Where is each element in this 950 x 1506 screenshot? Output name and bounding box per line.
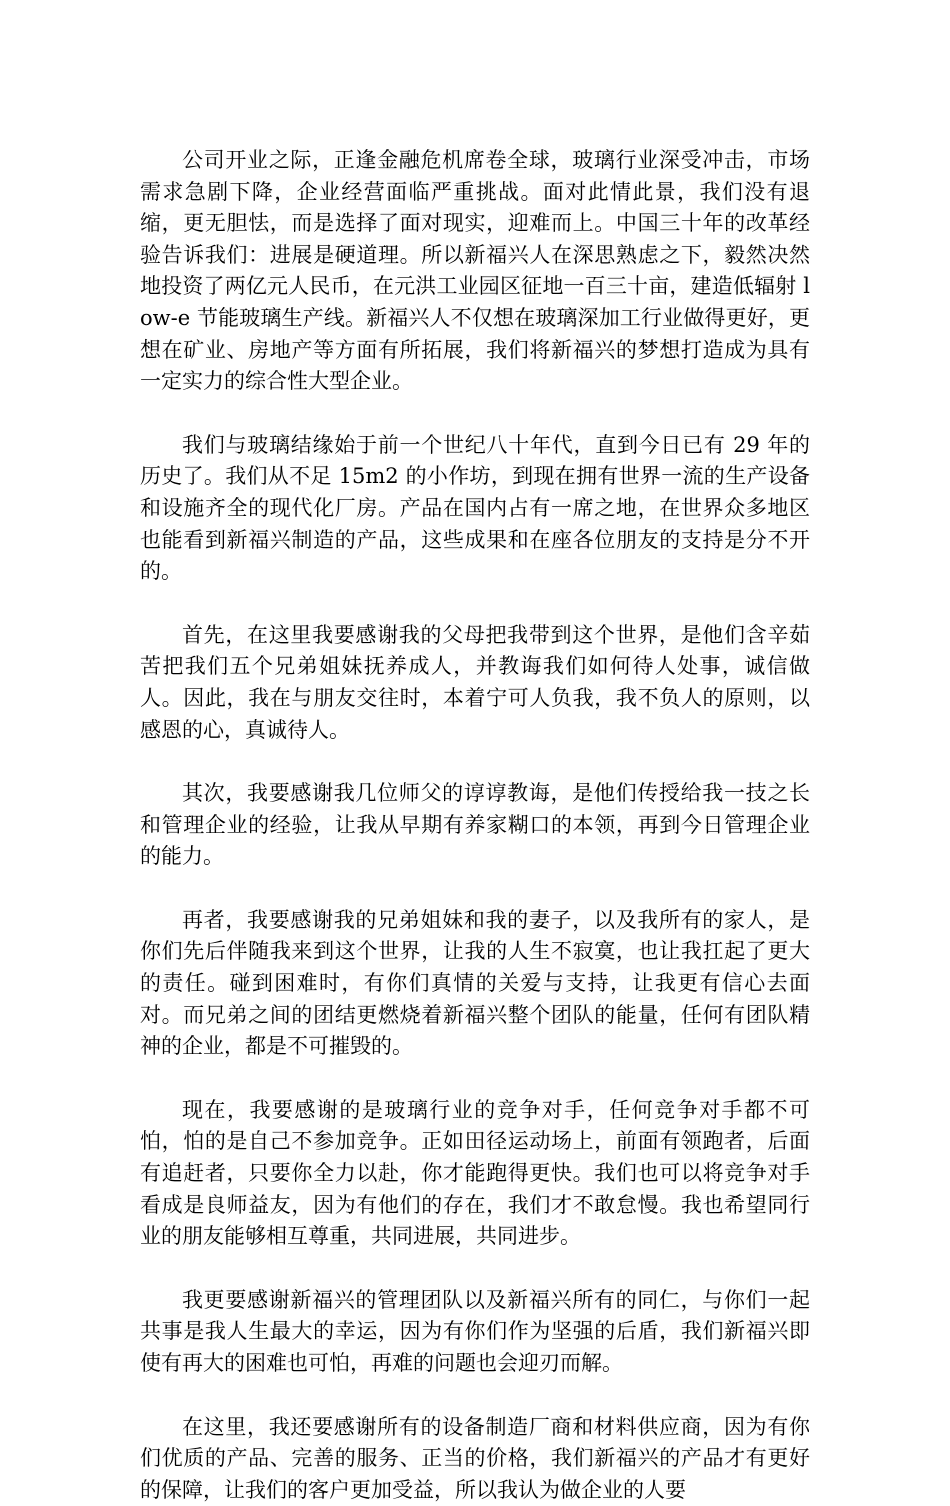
paragraph-7: 我更要感谢新福兴的管理团队以及新福兴所有的同仁，与你们一起共事是我人生最大的幸运，因为有你们作为坚强的后盾，我们新福兴即使有再大的困难也可怕，再难的问题也会迎刃而解。 [140, 1287, 810, 1375]
paragraph-3: 首先，在这里我要感谢我的父母把我带到这个世界，是他们含辛茹苦把我们五个兄弟姐妹抚养成人，并教诲我们如何待人处事，诚信做人。因此，我在与朋友交往时，本着宁可人负我，我不负人的原则，以感恩的心，真诚待人。 [140, 622, 810, 742]
document-page [140, 145, 810, 1506]
paragraph-6: 现在，我要感谢的是玻璃行业的竞争对手，任何竞争对手都不可怕，怕的是自己不参加竞争。正如田径运动场上，前面有领跑者，后面有追赶者，只要你全力以赴，你才能跑得更快。我们也可以将竞争对手看成是良师益友，因为有他们的存在，我们才不敢怠慢。我也希望同行业的朋友能够相互尊重，共同进展，共同进步。 [140, 1097, 810, 1249]
paragraph-1: 公司开业之际，正逢金融危机席卷全球，玻璃行业深受冲击，市场需求急剧下降，企业经营面临严重挑战。面对此情此景，我们没有退缩，更无胆怯，而是选择了面对现实，迎难而上。中国三十年的改革经验告诉我们：进展是硬道理。所以新福兴人在深思熟虑之下，毅然决然地投资了两亿元人民币，在元洪工业园区征地一百三十亩，建造低辐射 low-e 节能玻璃生产线。新福兴人不仅想在玻璃深加工行业做得更好，更想在矿业、房地产等方面有所拓展，我们将新福兴的梦想打造成为具有一定实力的综合性大型企业。 [140, 148, 810, 394]
paragraph-4: 其次，我要感谢我几位师父的谆谆教诲，是他们传授给我一技之长和管理企业的经验，让我从早期有养家糊口的本领，再到今日管理企业的能力。 [140, 781, 810, 869]
paragraph-5: 再者，我要感谢我的兄弟姐妹和我的妻子，以及我所有的家人，是你们先后伴随我来到这个世界，让我的人生不寂寞，也让我扛起了更大的责任。碰到困难时，有你们真情的关爱与支持，让我更有信心去面对。而兄弟之间的团结更燃烧着新福兴整个团队的能量，任何有团队精神的企业，都是不可摧毁的。 [140, 907, 810, 1059]
paragraph-8: 在这里，我还要感谢所有的设备制造厂商和材料供应商，因为有你们优质的产品、完善的服务、正当的价格，我们新福兴的产品才有更好的保障，让我们的客户更加受益，所以我认为做企业的人要 [140, 1414, 810, 1502]
paragraph-2: 我们与玻璃结缘始于前一个世纪八十年代，直到今日已有 29 年的历史了。我们从不足 15m2 的小作坊，到现在拥有世界一流的生产设备和设施齐全的现代化厂房。产品在国内占有一席之地，在世界众多地区也能看到新福兴制造的产品，这些成果和在座各位朋友的支持是分不开的。 [140, 432, 810, 584]
